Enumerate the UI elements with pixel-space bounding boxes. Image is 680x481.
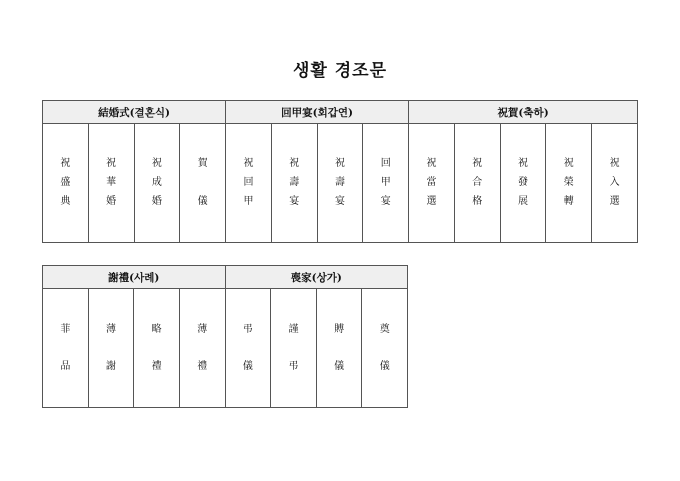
phrase-char: 賀 [197,158,208,169]
phrase-cell [88,289,134,408]
congratulation-table [42,100,638,243]
phrase-char: 典 [60,196,71,207]
phrase-char: 謝 [105,360,116,372]
phrase-char: 菲 [60,323,71,335]
table-row [43,124,638,243]
phrase-char: 盛 [60,177,71,188]
page-title: 생활 경조문 [292,61,388,81]
phrase-char: 合 [472,177,483,188]
phrase-char: 儀 [197,196,208,207]
phrase-char: 祝 [151,158,162,169]
phrase-char: 禮 [151,360,162,372]
phrase-char: 榮 [563,177,574,188]
phrase-char: 宴 [289,196,300,207]
phrase-char: 婚 [106,196,117,207]
phrase-char: 奠 [379,323,390,335]
phrase-cell [180,124,226,243]
phrase-cell [225,289,271,408]
phrase-cell [43,289,89,408]
condolence-table [42,265,408,408]
table-header-row [43,101,638,124]
phrase-char: 薄 [197,323,208,335]
phrase-char: 祝 [609,158,620,169]
phrase-char: 弔 [288,360,299,372]
group-header: 祝賀(축하) [409,101,638,124]
phrase-char: 祝 [426,158,437,169]
phrase-cell [363,124,409,243]
phrase-char: 選 [609,196,620,207]
phrase-char: 祝 [106,158,117,169]
phrase-cell [409,124,455,243]
phrase-cell [271,289,317,408]
phrase-char: 宴 [334,196,345,207]
phrase-cell [271,124,317,243]
phrase-char: 儀 [334,360,345,372]
phrase-char: 甲 [243,196,254,207]
table-header-row [43,266,408,289]
group-header: 回甲宴(회갑연) [226,101,409,124]
phrase-char: 祝 [334,158,345,169]
phrase-char: 薄 [105,323,116,335]
phrase-char: 當 [426,177,437,188]
table-row [43,289,408,408]
phrase-char: 儀 [242,360,253,372]
phrase-cell [316,289,362,408]
phrase-char: 略 [151,323,162,335]
phrase-char: 祝 [472,158,483,169]
phrase-char: 發 [518,177,529,188]
phrase-char: 祝 [289,158,300,169]
phrase-char: 壽 [289,177,300,188]
phrase-char: 謹 [288,323,299,335]
phrase-char: 禮 [197,360,208,372]
phrase-char: 選 [426,196,437,207]
phrase-char: 祝 [518,158,529,169]
phrase-char: 入 [609,177,620,188]
group-header: 結婚式(결혼식) [43,101,226,124]
phrase-cell [362,289,408,408]
phrase-cell [134,124,180,243]
phrase-char: 賻 [334,323,345,335]
phrase-char: 甲 [380,177,391,188]
phrase-cell [317,124,363,243]
group-header: 喪家(상가) [225,266,408,289]
phrase-char: 宴 [380,196,391,207]
phrase-cell [454,124,500,243]
phrase-char: 壽 [334,177,345,188]
phrase-char: 轉 [563,196,574,207]
phrase-cell [546,124,592,243]
phrase-char: 祝 [563,158,574,169]
phrase-cell [88,124,134,243]
phrase-cell [592,124,638,243]
phrase-char: 品 [60,360,71,372]
phrase-cell [500,124,546,243]
phrase-char: 回 [380,158,391,169]
phrase-char: 回 [243,177,254,188]
phrase-char: 成 [151,177,162,188]
phrase-cell [43,124,89,243]
phrase-char: 儀 [379,360,390,372]
phrase-char [201,178,204,188]
phrase-cell [179,289,225,408]
phrase-char: 婚 [151,196,162,207]
phrase-cell [226,124,272,243]
phrase-char: 格 [472,196,483,207]
phrase-cell [134,289,180,408]
phrase-char: 祝 [60,158,71,169]
group-header: 謝禮(사례) [43,266,226,289]
phrase-char: 弔 [242,323,253,335]
phrase-char: 祝 [243,158,254,169]
phrase-char: 展 [518,196,529,207]
phrase-char: 華 [106,177,117,188]
